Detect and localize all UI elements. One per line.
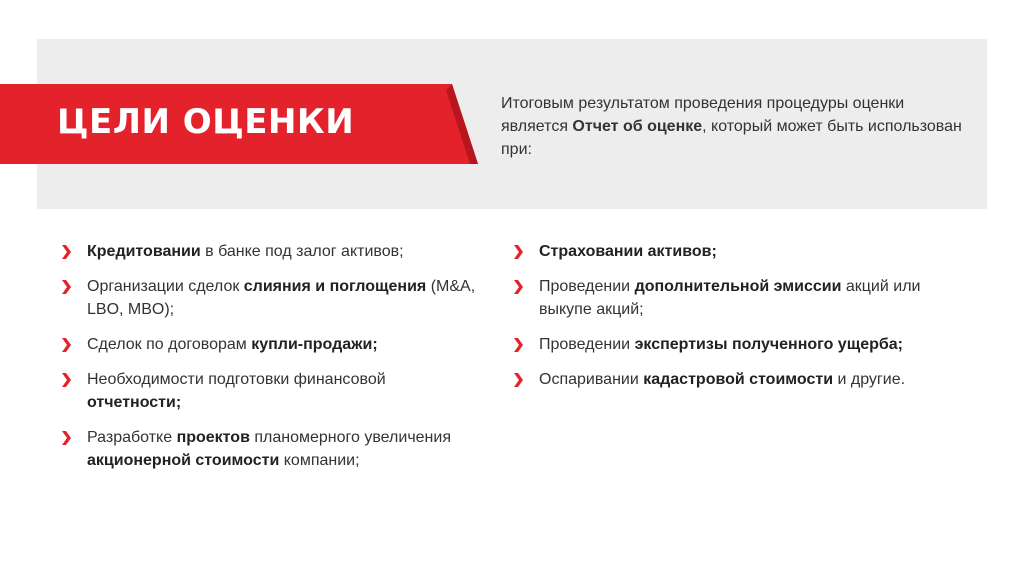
chevron-right-icon [62, 245, 71, 259]
item-text: Необходимости подготовки финансовой [87, 371, 386, 388]
item-text: Организации сделок [87, 278, 244, 295]
item-text: Оспаривании [539, 371, 644, 388]
item-bold: экспертизы полученного ущерба; [634, 336, 903, 353]
chevron-right-icon [514, 373, 523, 387]
list-item [62, 240, 482, 263]
chevron-right-icon [62, 431, 71, 445]
item-text: компании; [279, 452, 360, 469]
chevron-right-icon [514, 280, 523, 294]
list-item [514, 275, 934, 321]
intro-part-1: Итоговым результатом проведения процедуры оценки является [501, 95, 905, 135]
item-text: акций или выкупе акций; [539, 278, 921, 318]
chevron-right-icon [514, 338, 523, 352]
item-bold: отчетности; [87, 394, 182, 411]
page-title: ЦЕЛИ ОЦЕНКИ [57, 102, 355, 142]
item-text: Проведении [539, 278, 635, 295]
item-bold: дополнительной эмиссии [634, 278, 842, 295]
item-bold: слияния и поглощения [243, 278, 427, 295]
intro-part-2: , который может быть использован при: [501, 118, 962, 158]
item-text: Сделок по договорам [87, 336, 252, 353]
list-item [62, 333, 482, 356]
list-item [62, 275, 482, 321]
left-column-list [62, 240, 482, 472]
item-bold: проектов [176, 429, 250, 446]
chevron-right-icon [62, 280, 71, 294]
chevron-right-icon [62, 338, 71, 352]
item-bold: Кредитовании [87, 243, 201, 260]
item-text: Проведении [539, 336, 635, 353]
item-text: Разработке [87, 429, 177, 446]
item-text: планомерного увеличения [249, 429, 451, 446]
list-item [514, 368, 934, 391]
item-bold: кадастровой стоимости [643, 371, 834, 388]
item-text: и другие. [833, 371, 906, 388]
right-column-list [514, 240, 934, 391]
title-banner [0, 84, 480, 164]
chevron-right-icon [62, 373, 71, 387]
intro-text [501, 92, 971, 161]
list-item [62, 368, 482, 414]
list-item [514, 333, 934, 356]
item-text: (M&A, LBO, MBO); [87, 278, 476, 318]
list-item [62, 426, 482, 472]
list-item [514, 240, 934, 263]
chevron-right-icon [514, 245, 523, 259]
intro-bold: Отчет об оценке [572, 118, 703, 135]
item-bold: акционерной стоимости [87, 452, 280, 469]
item-bold: Страховании активов; [539, 243, 717, 260]
item-bold: купли-продажи; [251, 336, 378, 353]
item-text: в банке под залог активов; [200, 243, 404, 260]
